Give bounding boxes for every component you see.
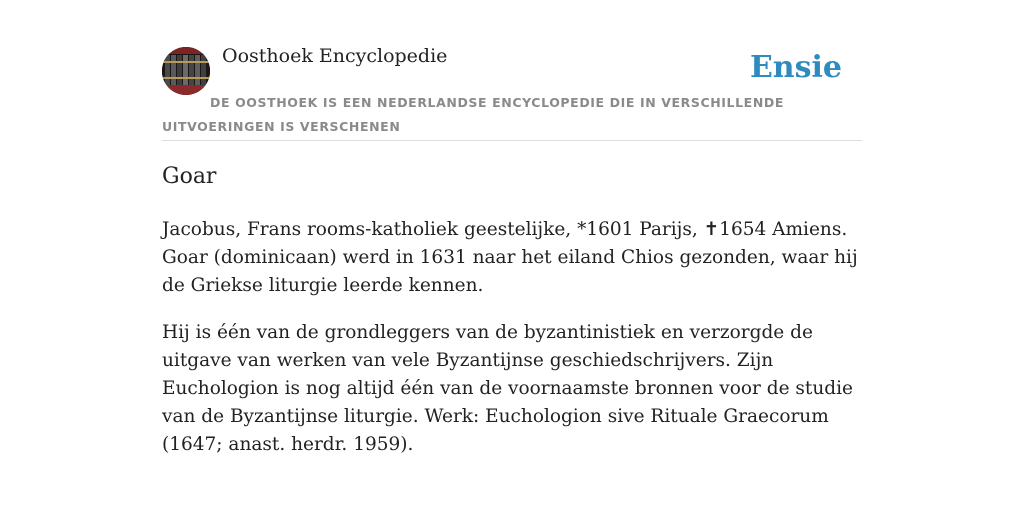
entry-body — [162, 216, 862, 478]
brand-logo[interactable]: Ensie — [749, 50, 842, 85]
entry-paragraph: Hij is één van de grondleggers van de byzantinistiek en verzorgde de uitgave van werken van vele Byzantijnse geschiedschrijvers. Zijn Euchologion is nog altijd één van de voornaamste bronnen voor de studie van de Byzantijnse liturgie. Werk: Euchologion sive Rituale Graecorum (1647; anast. herdr. 1959). — [162, 322, 853, 455]
entry-title: Goar — [162, 164, 217, 189]
source-title[interactable]: Oosthoek Encyclopedie — [222, 45, 448, 67]
source-description: DE OOSTHOEK IS EEN NEDERLANDSE ENCYCLOPEDIE DIE IN VERSCHILLENDE UITVOERINGEN IS VERSCHENEN — [162, 95, 784, 134]
book-spines-icon — [162, 47, 210, 95]
source-header — [162, 0, 862, 141]
source-avatar[interactable] — [162, 47, 210, 95]
page-container — [162, 0, 862, 455]
entry-paragraph: Jacobus, Frans rooms-katholiek geestelijke, *1601 Parijs, ✝1654 Amiens. Goar (dominicaan) werd in 1631 naar het eiland Chios gezonden, waar hij de Griekse liturgie leerde kennen. — [162, 219, 858, 296]
